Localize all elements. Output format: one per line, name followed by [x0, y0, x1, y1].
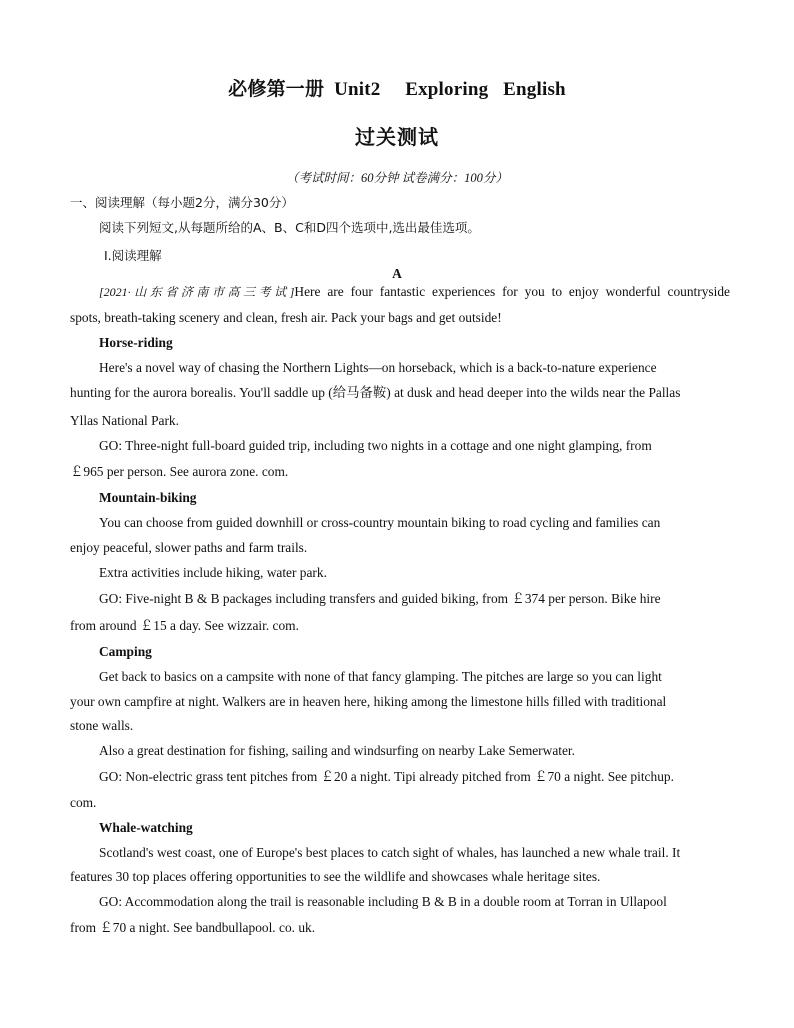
horse-go-line-2: ￡965 per person. See aurora zone. com.	[70, 464, 289, 479]
part-label: Ⅰ.阅读理解	[104, 248, 162, 263]
heading-whale-watching: Whale-watching	[99, 820, 193, 835]
intro-line-1	[99, 283, 730, 301]
heading-mountain-biking: Mountain-biking	[99, 490, 197, 505]
intro-line-2: spots, breath-taking scenery and clean, fresh air. Pack your bags and get outside!	[70, 310, 502, 325]
horse-text-line-3: Yllas National Park.	[70, 413, 179, 428]
camp-text-line-3: stone walls.	[70, 718, 134, 733]
intro-text-1: Here are four fantastic experiences for you to enjoy wonderful countryside	[294, 284, 730, 299]
bike-text-line-2: enjoy peaceful, slower paths and farm trails.	[70, 540, 308, 555]
whale-text-line-2: features 30 top places offering opportunities to see the wildlife and showcases whale heritage sites.	[70, 869, 601, 884]
horse-text-line-2: hunting for the aurora borealis. You'll saddle up (给马备鞍) at dusk and head deeper into the wilds near the Pallas	[70, 385, 681, 400]
camp-go-line-2: com.	[70, 795, 97, 810]
camp-text-line-1: Get back to basics on a campsite with none of that fancy glamping. The pitches are large so you can light	[99, 669, 662, 684]
section-heading: 一、阅读理解（每小题2分，满分30分）	[70, 195, 294, 210]
document-title: 必修第一册 Unit2 Exploring English	[228, 79, 566, 100]
source-citation: [2021·山东省济南市高三考试]	[99, 285, 295, 299]
whale-text-line-1: Scotland's west coast, one of Europe's best places to catch sight of whales, has launched a new whale trail. It	[99, 845, 681, 860]
camp-text-line-2: your own campfire at night. Walkers are in heaven here, hiking among the limestone hills filled with traditional	[70, 694, 667, 709]
document-subtitle: 过关测试	[355, 127, 439, 149]
passage-label: A	[392, 266, 402, 281]
horse-go-line-1: GO: Three-night full-board guided trip, including two nights in a cottage and one night glamping, from	[99, 438, 652, 453]
exam-info: （考试时间：60分钟 试卷满分：100分）	[286, 171, 508, 185]
section-instruction: 阅读下列短文,从每题所给的A、B、C和D四个选项中,选出最佳选项。	[99, 220, 480, 235]
horse-text-line-1: Here's a novel way of chasing the Northern Lights—on horseback, which is a back-to-nature experience	[99, 360, 657, 375]
bike-text-line-1: You can choose from guided downhill or cross-country mountain biking to road cycling and families can	[99, 515, 661, 530]
camp-text-extra: Also a great destination for fishing, sailing and windsurfing on nearby Lake Semerwater.	[99, 743, 575, 758]
bike-text-extra: Extra activities include hiking, water park.	[99, 565, 327, 580]
bike-go-line-1: GO: Five-night B & B packages including transfers and guided biking, from ￡374 per person. Bike hire	[99, 591, 661, 606]
camp-go-line-1: GO: Non-electric grass tent pitches from ￡20 a night. Tipi already pitched from ￡70 a night. See pitchup.	[99, 769, 674, 784]
heading-horse-riding: Horse-riding	[99, 335, 173, 350]
bike-go-line-2: from around ￡15 a day. See wizzair. com.	[70, 618, 299, 633]
whale-go-line-2: from ￡70 a night. See bandbullapool. co. uk.	[70, 920, 316, 935]
heading-camping: Camping	[99, 644, 152, 659]
whale-go-line-1: GO: Accommodation along the trail is reasonable including B & B in a double room at Torran in Ullapool	[99, 894, 667, 909]
